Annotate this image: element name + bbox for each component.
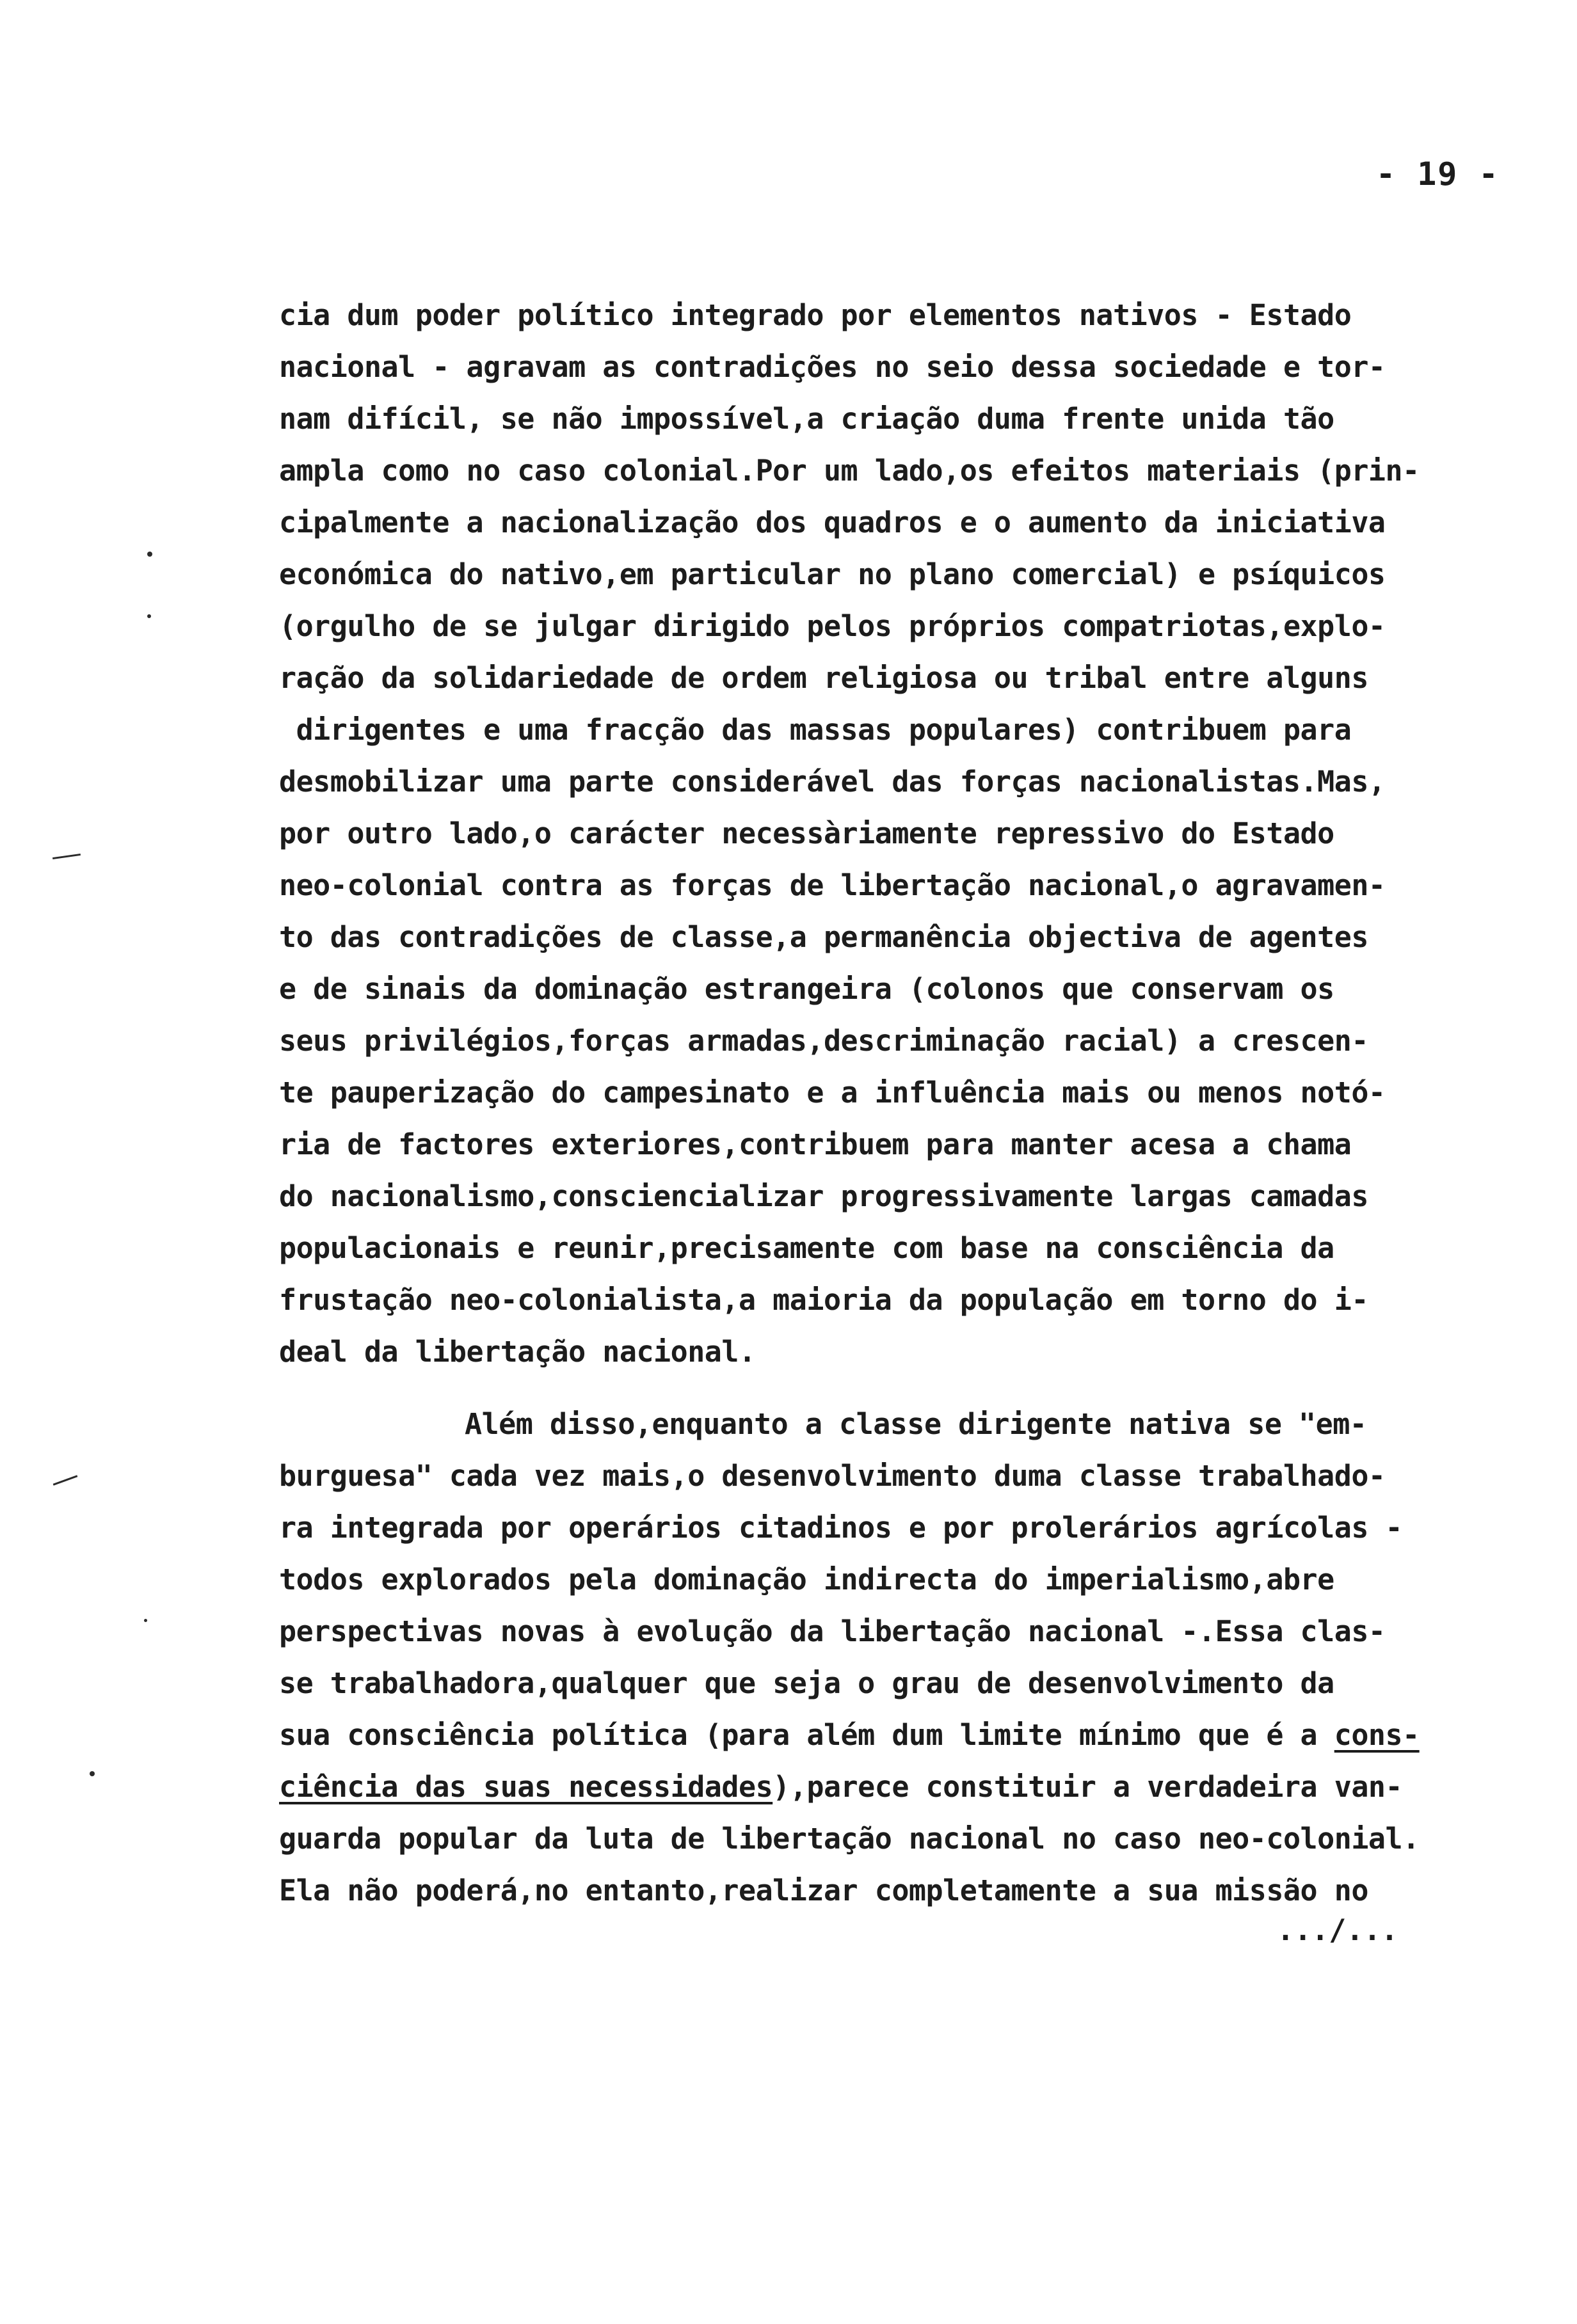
text-line: nam difícil, se não impossível,a criação duma frente unida tão <box>279 402 1334 436</box>
text-line: se trabalhadora,qualquer que seja o grau de desenvolvimento da <box>279 1666 1334 1700</box>
text-line: populacionais e reunir,precisamente com base na consciência da <box>279 1231 1334 1265</box>
text-line: neo-colonial contra as forças de libertação nacional,o agravamen- <box>279 868 1386 902</box>
paragraph-1 <box>279 289 1559 1378</box>
text-line: cipalmente a nacionalização dos quadros e o aumento da iniciativa <box>279 505 1386 539</box>
text-line: do nacionalismo,consciencializar progressivamente largas camadas <box>279 1179 1368 1213</box>
page-number: - 19 - <box>1376 155 1500 193</box>
text-line: económica do nativo,em particular no plano comercial) e psíquicos <box>279 557 1386 591</box>
text-line: ampla como no caso colonial.Por um lado,os efeitos materiais (prin- <box>279 454 1420 488</box>
margin-speck <box>144 1619 147 1622</box>
text-segment: ),parece constituir a verdadeira van- <box>772 1770 1403 1804</box>
text-line: e de sinais da dominação estrangeira (colonos que conservam os <box>279 972 1334 1006</box>
paragraph-2 <box>279 1398 1559 1916</box>
underlined-phrase: cons- <box>1334 1718 1420 1752</box>
text-line: nacional - agravam as contradições no seio dessa sociedade e tor- <box>279 350 1386 384</box>
text-line: guarda popular da luta de libertação nacional no caso neo-colonial. <box>279 1822 1420 1856</box>
text-line: por outro lado,o carácter necessàriamente repressivo do Estado <box>279 816 1334 850</box>
text-line: seus privilégios,forças armadas,descriminação racial) a crescen- <box>279 1024 1368 1058</box>
text-line: (orgulho de se julgar dirigido pelos próprios compatriotas,explo- <box>279 609 1386 643</box>
margin-speck <box>53 1475 78 1486</box>
margin-speck <box>147 614 151 618</box>
text-line: perspectivas novas à evolução da libertação nacional -.Essa clas- <box>279 1614 1386 1648</box>
continuation-mark: .../... <box>1277 1913 1398 1947</box>
margin-speck <box>52 854 81 859</box>
text-line: te pauperização do campesinato e a influência mais ou menos notó- <box>279 1076 1386 1110</box>
text-line: todos explorados pela dominação indirecta do imperialismo,abre <box>279 1563 1334 1596</box>
text-line: burguesa" cada vez mais,o desenvolvimento duma classe trabalhado- <box>279 1459 1386 1493</box>
text-line: ra integrada por operários citadinos e por prolerários agrícolas - <box>279 1511 1403 1545</box>
text-line: deal da libertação nacional. <box>279 1335 756 1369</box>
text-line: frustação neo-colonialista,a maioria da população em torno do i- <box>279 1283 1368 1317</box>
text-line: Além disso,enquanto a classe dirigente nativa se "em- <box>465 1407 1367 1441</box>
text-line <box>279 1761 1559 1813</box>
underlined-phrase: ciência das suas necessidades <box>279 1770 773 1804</box>
text-line: ração da solidariedade de ordem religiosa ou tribal entre alguns <box>279 661 1368 695</box>
text-line: dirigentes e uma fracção das massas populares) contribuem para <box>279 713 1352 747</box>
text-line: Ela não poderá,no entanto,realizar completamente a sua missão no <box>279 1874 1368 1907</box>
text-line: ria de factores exteriores,contribuem para manter acesa a chama <box>279 1127 1352 1161</box>
margin-speck <box>147 552 152 557</box>
text-line: desmobilizar uma parte considerável das forças nacionalistas.Mas, <box>279 765 1386 799</box>
text-line: to das contradições de classe,a permanência objectiva de agentes <box>279 920 1368 954</box>
text-line: cia dum poder político integrado por elementos nativos - Estado <box>279 298 1352 332</box>
text-line <box>279 1709 1559 1761</box>
text-segment: sua consciência política (para além dum limite mínimo que é a <box>279 1718 1334 1752</box>
margin-speck <box>90 1771 95 1776</box>
